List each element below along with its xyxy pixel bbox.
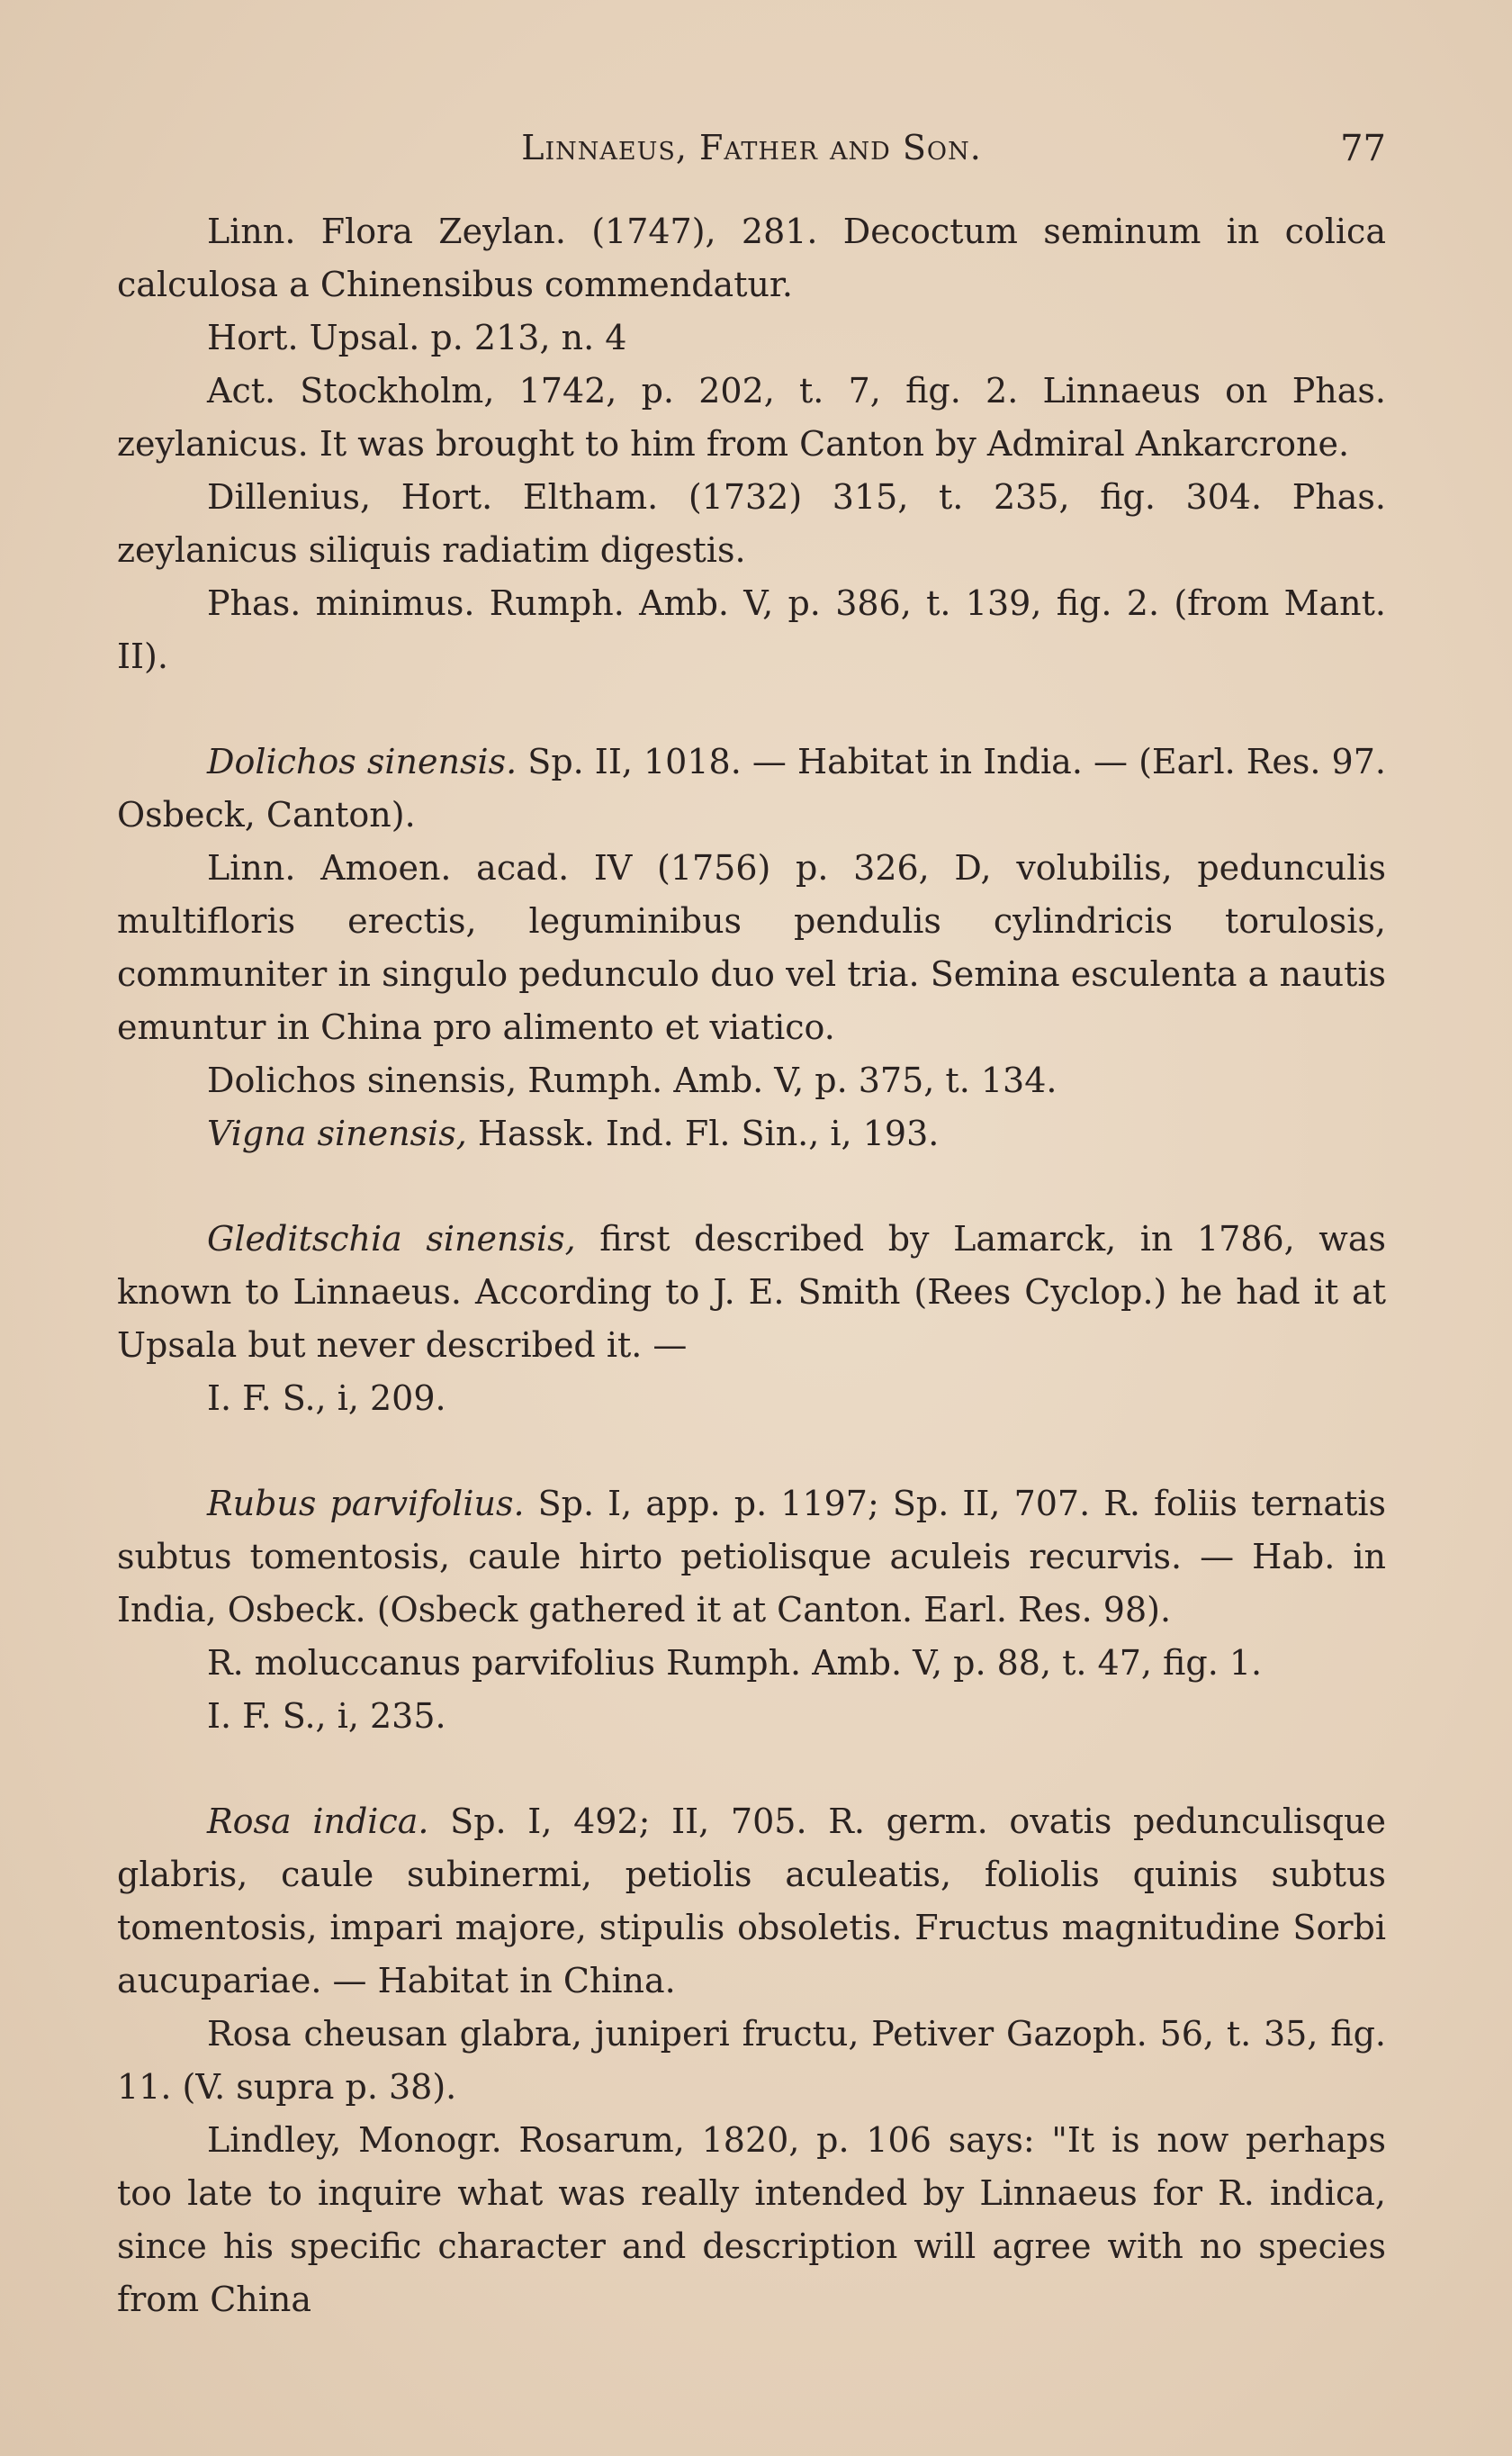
paragraph: Linn. Flora Zeylan. (1747), 281. Decoctum seminum in colica calculosa a Chinensibus commendatur. xyxy=(117,212,1386,304)
paragraph: Dolichos sinensis. Sp. II, 1018. — Habitat in India. — (Earl. Res. 97. Osbeck, Canton). xyxy=(117,742,1386,835)
entry-rubus-parvifolius xyxy=(117,1477,1386,1743)
entry-rosa-indica xyxy=(117,1795,1386,2326)
species-name: Vigna sinensis, xyxy=(207,1114,467,1153)
paragraph: R. moluccanus parvifolius Rumph. Amb. V, p. 88, t. 47, fig. 1. xyxy=(207,1643,1263,1683)
entry-continuation xyxy=(117,205,1386,683)
paragraph: Rosa indica. Sp. I, 492; II, 705. R. germ. ovatis pedunculisque glabris, caule subinermi, petiolis aculeatis, foliolis quinis subtus tomentosis, impari majore, stipulis obsoletis. Fructus magnitudine Sorbi aucupariae. — Habitat in China. xyxy=(117,1801,1386,2000)
paragraph: Hort. Upsal. p. 213, n. 4 xyxy=(207,318,627,357)
paragraph: Phas. minimus. Rumph. Amb. V, p. 386, t. 139, fig. 2. (from Mant. II). xyxy=(117,583,1386,676)
paragraph: Act. Stockholm, 1742, p. 202, t. 7, fig. 2. Linnaeus on Phas. zeylanicus. It was brought to him from Canton by Admiral Ankarcrone. xyxy=(117,371,1386,464)
page-header xyxy=(117,128,1386,182)
species-name: Rosa indica. xyxy=(207,1801,429,1841)
running-head: Linnaeus, Father and Son. xyxy=(521,128,982,167)
paragraph: Vigna sinensis, Hassk. Ind. Fl. Sin., i, 193. xyxy=(207,1114,940,1153)
paragraph: I. F. S., i, 235. xyxy=(207,1696,446,1736)
page-body xyxy=(117,205,1386,2326)
species-name: Gleditschia sinensis, xyxy=(207,1219,576,1259)
paragraph: Linn. Amoen. acad. IV (1756) p. 326, D, volubilis, pedunculis multifloris erectis, leguminibus pendulis cylindricis torulosis, communiter in singulo pedunculo duo vel tria. Semina esculenta a nautis emuntur in China pro alimento et viatico. xyxy=(117,848,1386,1047)
paragraph: Rubus parvifolius. Sp. I, app. p. 1197; Sp. II, 707. R. foliis ternatis subtus tomentosis, caule hirto petiolisque aculeis recurvis. — Hab. in India, Osbeck. (Osbeck gathered it at Canton. Earl. Res. 98). xyxy=(117,1484,1386,1630)
paragraph: Dillenius, Hort. Eltham. (1732) 315, t. 235, fig. 304. Phas. zeylanicus siliquis radiatim digestis. xyxy=(117,477,1386,570)
paragraph: I. F. S., i, 209. xyxy=(207,1378,446,1418)
paragraph: Gleditschia sinensis, first described by Lamarck, in 1786, was known to Linnaeus. According to J. E. Smith (Rees Cyclop.) he had it at Upsala but never described it. — xyxy=(117,1219,1386,1365)
paragraph: Dolichos sinensis, Rumph. Amb. V, p. 375, t. 134. xyxy=(207,1061,1058,1100)
entry-gleditschia-sinensis xyxy=(117,1213,1386,1425)
species-name: Rubus parvifolius. xyxy=(207,1484,525,1523)
page-number: 77 xyxy=(1340,128,1386,169)
paragraph: Lindley, Monogr. Rosarum, 1820, p. 106 says: "It is now perhaps too late to inquire what was really intended by Linnaeus for R. indica, since his specific character and description will agree with no species from China xyxy=(117,2120,1386,2319)
species-name: Dolichos sinensis. xyxy=(207,742,518,781)
paragraph: Rosa cheusan glabra, juniperi fructu, Petiver Gazoph. 56, t. 35, fig. 11. (V. supra p. 38). xyxy=(117,2014,1386,2107)
entry-dolichos-sinensis xyxy=(117,736,1386,1160)
